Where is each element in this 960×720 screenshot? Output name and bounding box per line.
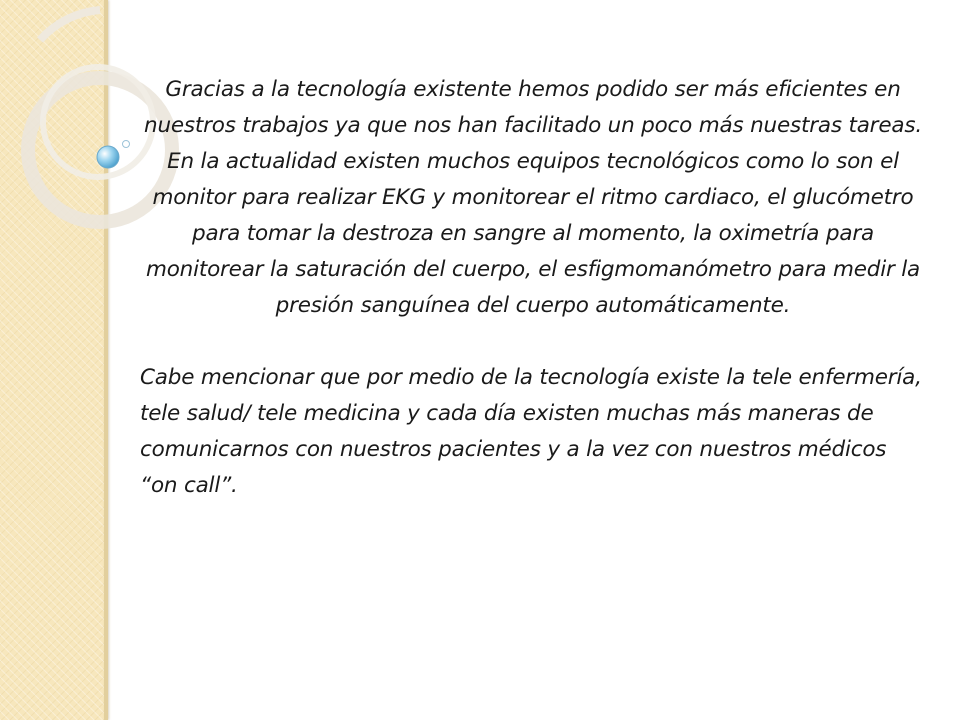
arc-accent xyxy=(40,10,100,40)
small-hollow-dot-icon xyxy=(123,141,130,148)
paragraph-telehealth: Cabe mencionar que por medio de la tecnología existe la tele enfermería, tele salud/ tele medicina y cada día existen muchas más maneras de comunicarnos con nuestros pacientes y a la vez con nuestros médicos “on call”. xyxy=(140,365,922,498)
blue-dot-icon xyxy=(97,146,119,168)
paragraph-technology: Gracias a la tecnología existente hemos podido ser más eficientes en nuestros trabajos ya que nos han facilitado un poco más nuestras tareas. En la actualidad existen muchos equipos tecnológicos como lo son el monitor para realizar EKG y monitorear el ritmo cardiaco, el glucómetro para tomar la destroza en sangre al momento, la oximetría para monitorear la saturación del cuerpo, el esfigmomanómetro para medir la presión sanguínea del cuerpo automáticamente. xyxy=(144,77,922,318)
body-text xyxy=(140,72,926,504)
